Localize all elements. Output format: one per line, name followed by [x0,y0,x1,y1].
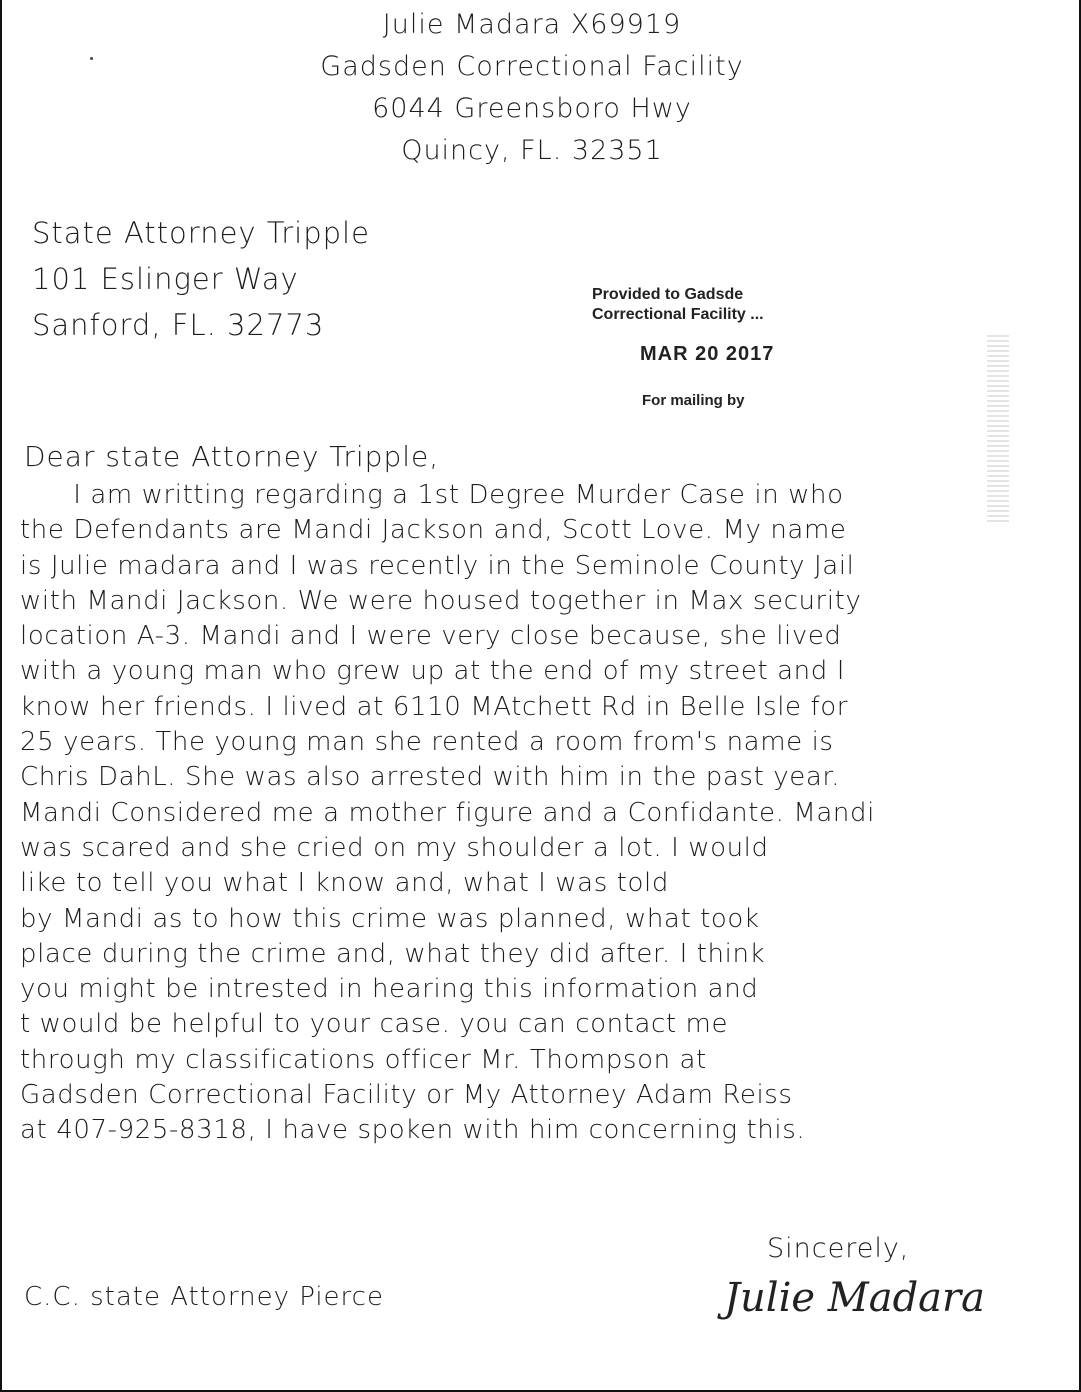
letter-body [20,478,1070,1149]
recipient-address [32,210,370,348]
stamp-date: MAR 20 2017 [640,343,775,365]
mailing-stamp [592,285,812,409]
body-line: was scared and she cried on my shoulder a lot. I would [20,832,769,863]
body-line: with a young man who grew up at the end of my street and I [20,656,845,687]
body-line: you might be intrested in hearing this information and [20,974,759,1005]
closing: Sincerely, [767,1233,910,1264]
body-line: Gadsden Correctional Facility or My Attorney Adam Reiss [20,1080,793,1111]
salutation: Dear state Attorney Tripple, [24,440,440,473]
body-line: place during the crime and, what they did after. I think [20,938,766,969]
body-line: with Mandi Jackson. We were housed together in Max security [20,585,862,616]
body-line: know her friends. I lived at 6110 MAtchett Rd in Belle Isle for [20,691,849,722]
body-line: t would be helpful to your case. you can contact me [20,1009,729,1040]
body-line: Mandi Considered me a mother figure and a Confidante. Mandi [20,797,875,828]
sender-facility: Gadsden Correctional Facility [320,51,744,82]
cc-line: C.C. state Attorney Pierce [24,1282,384,1312]
body-line: like to tell you what I know and, what I was told [20,868,669,899]
stamp-line-1: Provided to Gadsde [592,286,744,303]
recipient-name: State Attorney Tripple [32,216,370,250]
body-line: by Mandi as to how this crime was planned, what took [20,903,760,934]
stamp-line-2: Correctional Facility ... [592,306,764,323]
body-line: the Defendants are Mandi Jackson and, Scott Love. My name [20,515,847,546]
sender-street: 6044 Greensboro Hwy [372,93,692,124]
sender-city: Quincy, FL. 32351 [401,135,663,166]
body-line: is Julie madara and I was recently in the Seminole County Jail [20,550,855,581]
body-line: I am writting regarding a 1st Degree Murder Case in who [20,480,844,510]
recipient-street: 101 Eslinger Way [32,262,299,296]
scan-speck [90,57,93,60]
body-line: at 407-925-8318, I have spoken with him concerning this. [20,1115,806,1146]
sender-address [252,4,812,172]
body-line: 25 years. The young man she rented a room from's name is [20,727,834,758]
recipient-city: Sanford, FL. 32773 [32,308,325,342]
body-line: location A-3. Mandi and I were very close because, she lived [20,621,842,652]
signature: Julie Madara [724,1275,985,1321]
sender-name: Julie Madara X69919 [382,9,682,40]
body-line: through my classifications officer Mr. Thompson at [20,1044,707,1075]
body-line: Chris DahL. She was also arrested with him in the past year. [20,762,841,793]
stamp-mailing: For mailing by [642,392,745,409]
